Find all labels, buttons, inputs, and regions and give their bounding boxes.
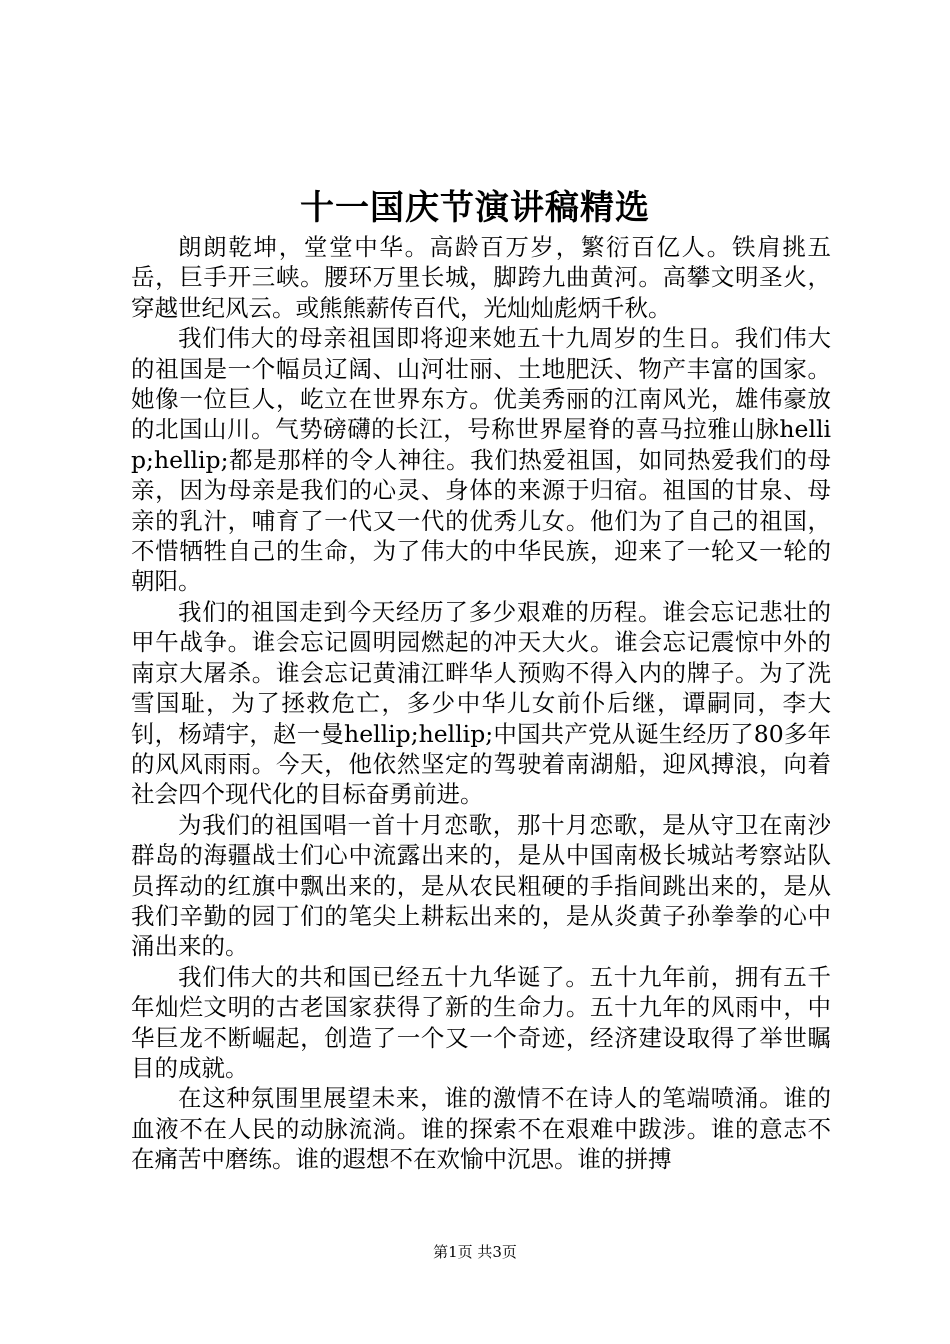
paragraph-2: 我们伟大的母亲祖国即将迎来她五十九周岁的生日。我们伟大的祖国是一个幅员辽阔、山河壮丽、土地肥沃、物产丰富的国家。她像一位巨人，屹立在世界东方。优美秀丽的江南风光，雄伟豪放的北国山川。气势磅礴的长江，号称世界屋脊的喜马拉雅山脉hellip;hellip;都是那样的令人神往。我们热爱祖国，如同热爱我们的母亲，因为母亲是我们的心灵、身体的来源于归宿。祖国的甘泉、母亲的乳汁，哺育了一代又一代的优秀儿女。他们为了自己的祖国，不惜牺牲自己的生命，为了伟大的中华民族，迎来了一轮又一轮的朝阳。 [131,324,831,596]
document-body [131,232,831,1175]
paragraph-4: 为我们的祖国唱一首十月恋歌，那十月恋歌，是从守卫在南沙群岛的海疆战士们心中流露出来的，是从中国南极长城站考察站队员挥动的红旗中飘出来的，是从农民粗硬的手指间跳出来的，是从我们辛勤的园丁们的笔尖上耕耘出来的，是从炎黄子孙拳拳的心中涌出来的。 [131,810,831,961]
page-number-footer: 第1页 共3页 [433,1243,517,1261]
paragraph-6: 在这种氛围里展望未来，谁的激情不在诗人的笔端喷涌。谁的血液不在人民的动脉流淌。谁的探索不在艰难中跋涉。谁的意志不在痛苦中磨练。谁的遐想不在欢愉中沉思。谁的拼搏 [131,1084,831,1174]
paragraph-3: 我们的祖国走到今天经历了多少艰难的历程。谁会忘记悲壮的甲午战争。谁会忘记圆明园燃起的冲天大火。谁会忘记震惊中外的南京大屠杀。谁会忘记黄浦江畔华人预购不得入内的牌子。为了洗雪国耻，为了拯救危亡，多少中华儿女前仆后继，谭嗣同，李大钊，杨靖宇，赵一曼hellip;hellip;中国共产党从诞生经历了80多年的风风雨雨。今天，他依然坚定的驾驶着南湖船，迎风搏浪，向着社会四个现代化的目标奋勇前进。 [131,597,831,809]
document-title: 十一国庆节演讲稿精选 [300,188,650,228]
paragraph-1: 朗朗乾坤，堂堂中华。高龄百万岁，繁衍百亿人。铁肩挑五岳，巨手开三峡。腰环万里长城，脚跨九曲黄河。高攀文明圣火，穿越世纪风云。或熊熊薪传百代，光灿灿彪炳千秋。 [131,233,831,322]
paragraph-5: 我们伟大的共和国已经五十九华诞了。五十九年前，拥有五千年灿烂文明的古老国家获得了新的生命力。五十九年的风雨中，中华巨龙不断崛起，创造了一个又一个奇迹，经济建设取得了举世瞩目的成就。 [131,962,831,1082]
